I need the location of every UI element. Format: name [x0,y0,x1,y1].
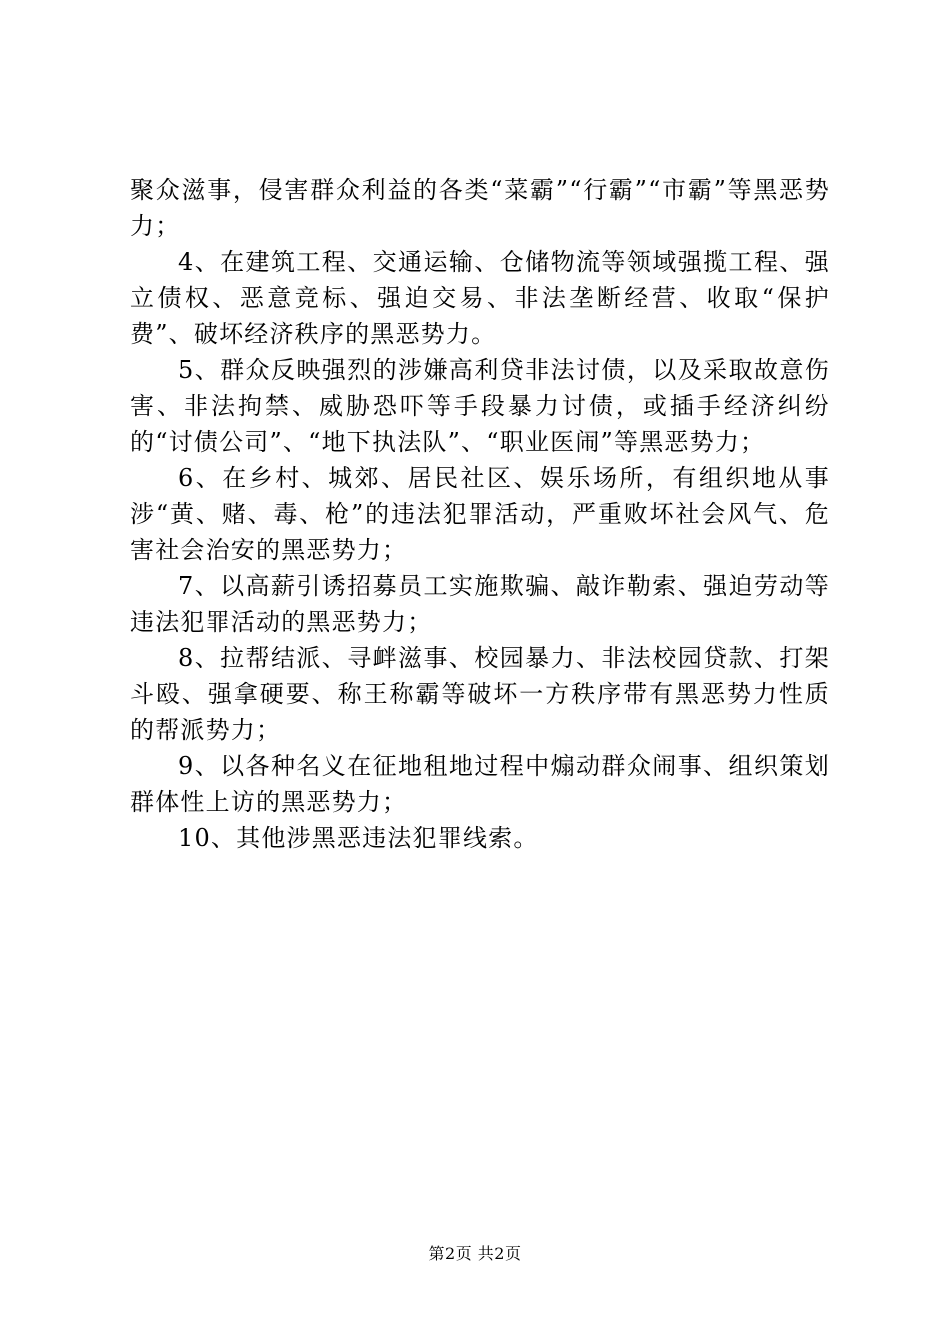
document-body [130,172,830,856]
paragraph-continuation: 聚众滋事，侵害群众利益的各类“菜霸”“行霸”“市霸”等黑恶势力； [130,176,830,240]
paragraph-item-10: 10、其他涉黑恶违法犯罪线索。 [178,824,539,852]
paragraph-item-5: 5、群众反映强烈的涉嫌高利贷非法讨债，以及采取故意伤害、非法拘禁、威胁恐吓等手段暴力讨债，或插手经济纠纷的“讨债公司”、“地下执法队”、“职业医闹”等黑恶势力； [130,356,830,456]
paragraph-item-6: 6、在乡村、城郊、居民社区、娱乐场所，有组织地从事涉“黄、赌、毒、枪”的违法犯罪活动，严重败坏社会风气、危害社会治安的黑恶势力； [130,464,830,564]
page-number-footer: 第2页 共2页 [428,1244,522,1263]
paragraph-item-4: 4、在建筑工程、交通运输、仓储物流等领域强揽工程、强立债权、恶意竞标、强迫交易、非法垄断经营、收取“保护费”、破坏经济秩序的黑恶势力。 [130,248,830,348]
paragraph-item-9: 9、以各种名义在征地租地过程中煽动群众闹事、组织策划群体性上访的黑恶势力； [130,752,830,816]
paragraph-item-8: 8、拉帮结派、寻衅滋事、校园暴力、非法校园贷款、打架斗殴、强拿硬要、称王称霸等破坏一方秩序带有黑恶势力性质的帮派势力； [130,644,830,744]
paragraph-item-7: 7、以高薪引诱招募员工实施欺骗、敲诈勒索、强迫劳动等违法犯罪活动的黑恶势力； [130,572,830,636]
